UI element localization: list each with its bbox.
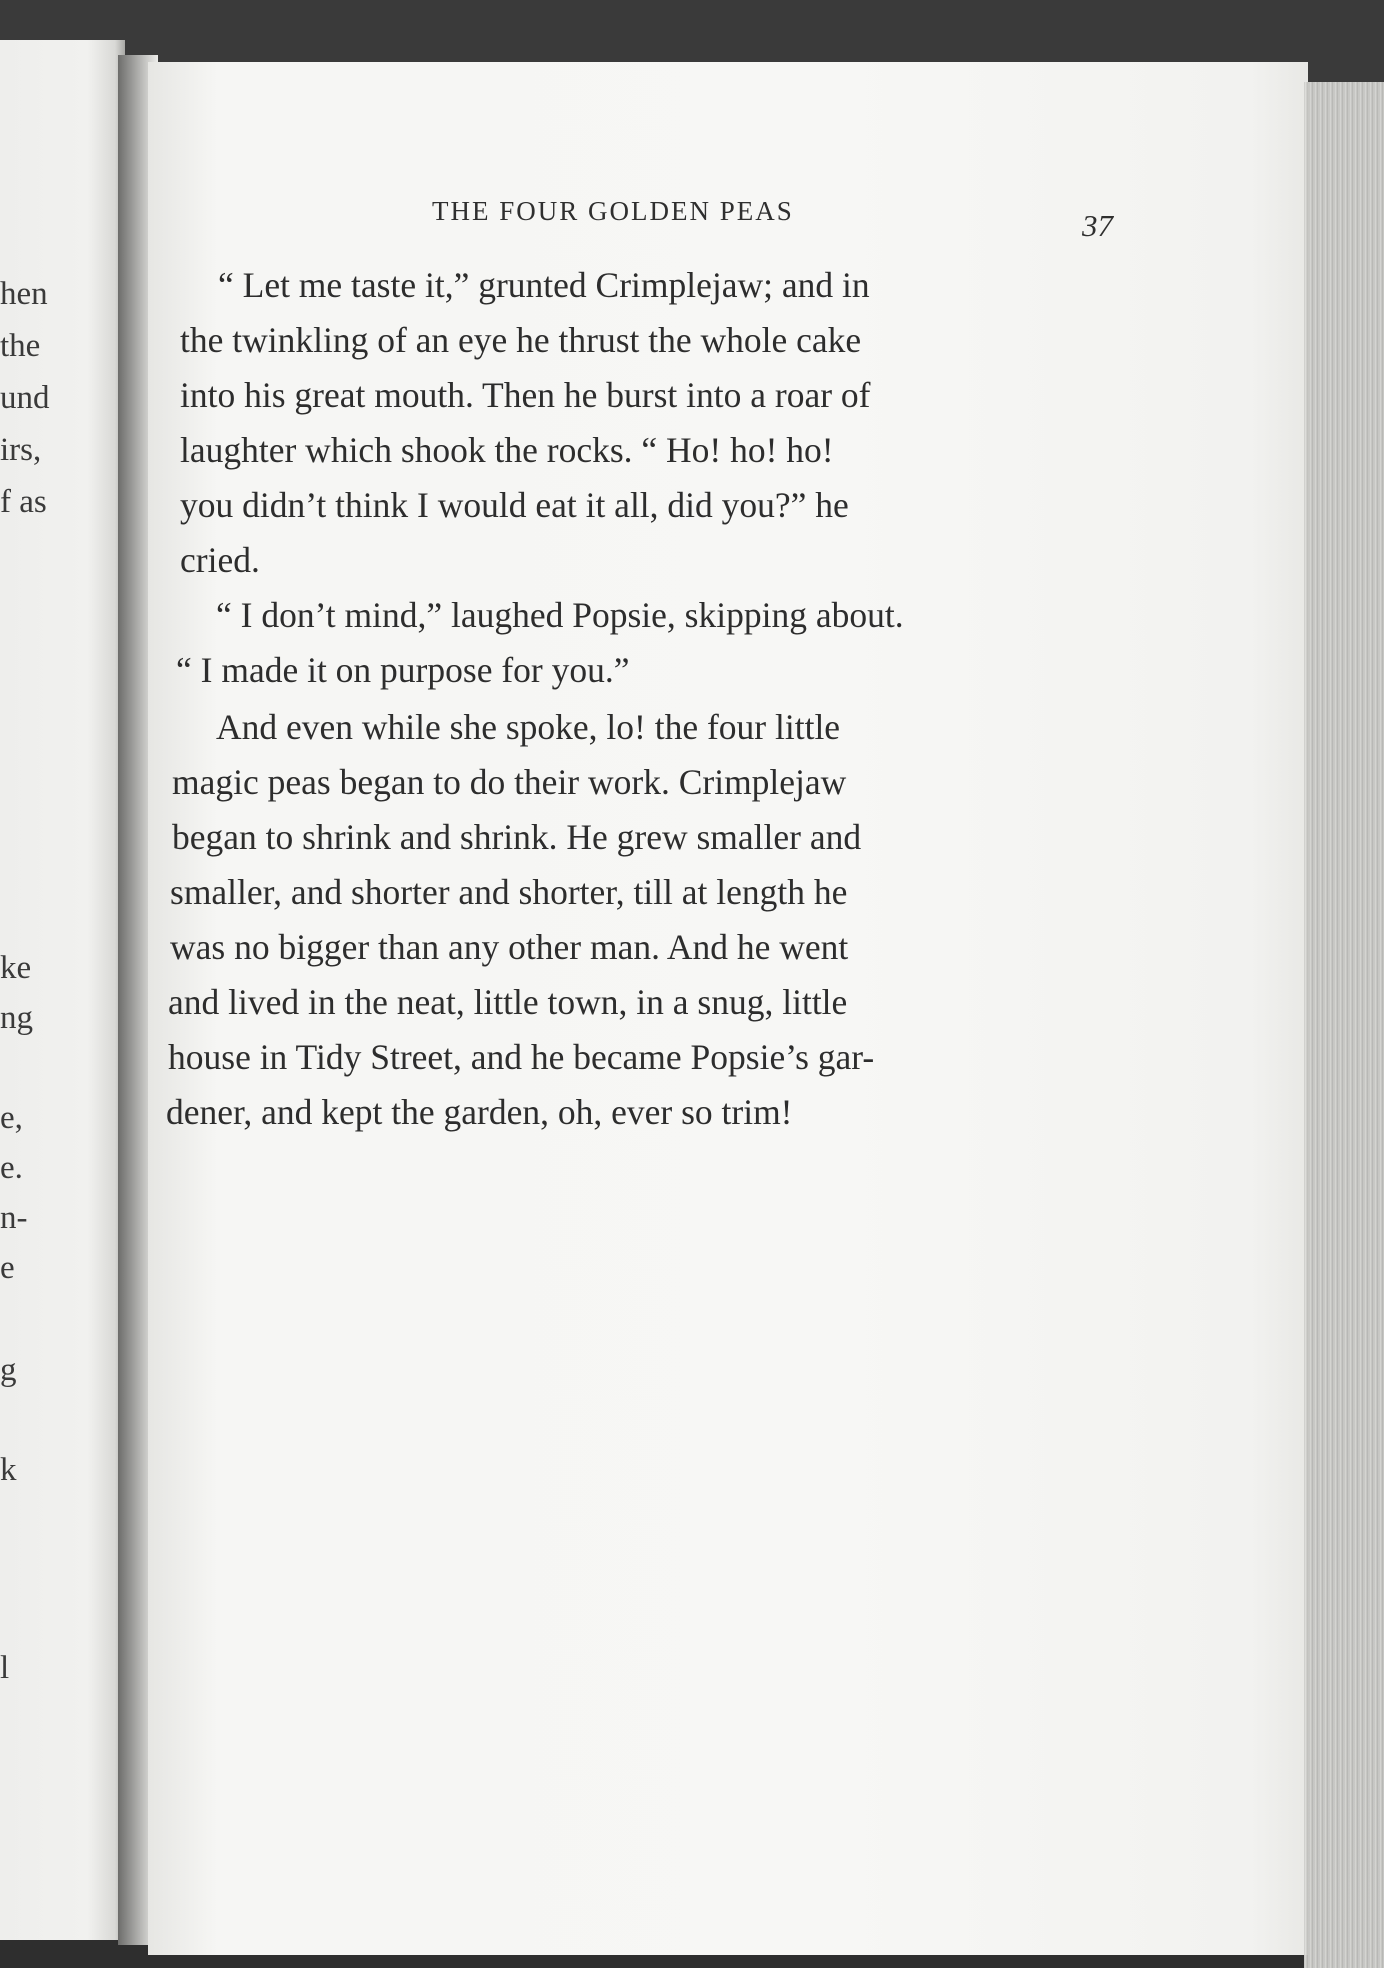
left-page-fragment: irs, [0, 432, 42, 468]
left-page-fragment: und [0, 380, 50, 416]
left-page-fragment: f as [0, 484, 47, 520]
left-page-fragment: ke [0, 950, 32, 986]
left-page-fragment: e. [0, 1150, 23, 1186]
text-line: dener, and kept the garden, oh, ever so trim! [166, 1092, 793, 1132]
left-page-fragment: g [0, 1352, 17, 1388]
left-page-fragment: ng [0, 1000, 33, 1036]
left-page-fragment: n- [0, 1200, 28, 1236]
text-line: into his great mouth. Then he burst into a roar of [180, 375, 871, 415]
text-line: began to shrink and shrink. He grew smaller and [172, 817, 862, 857]
text-line: “ Let me taste it,” grunted Crimplejaw; and in [218, 265, 870, 305]
left-page-fragment: hen [0, 276, 48, 312]
page-edges [1304, 82, 1384, 1968]
text-line: cried. [180, 540, 260, 580]
text-line: And even while she spoke, lo! the four little [216, 707, 841, 747]
left-page [0, 40, 125, 1940]
left-page-fragment: l [0, 1650, 10, 1686]
left-page-fragment: e, [0, 1100, 23, 1136]
text-line: “ I made it on purpose for you.” [176, 650, 630, 690]
running-head: THE FOUR GOLDEN PEAS [432, 196, 794, 226]
text-line: magic peas began to do their work. Crimplejaw [172, 762, 847, 802]
text-line: “ I don’t mind,” laughed Popsie, skipping about. [216, 595, 904, 635]
left-page-fragment: e [0, 1250, 15, 1286]
text-line: smaller, and shorter and shorter, till at length he [170, 872, 848, 912]
page-number: 37 [1082, 208, 1113, 243]
left-page-fragment: the [0, 328, 41, 364]
text-line: was no bigger than any other man. And he went [170, 927, 849, 967]
text-line: the twinkling of an eye he thrust the whole cake [180, 320, 862, 360]
text-line: house in Tidy Street, and he became Popsie’s gar- [168, 1037, 875, 1077]
left-page-fragment: k [0, 1452, 17, 1488]
text-line: and lived in the neat, little town, in a snug, little [168, 982, 848, 1022]
text-line: you didn’t think I would eat it all, did you?” he [180, 485, 849, 525]
text-line: laughter which shook the rocks. “ Ho! ho! ho! [180, 430, 834, 470]
